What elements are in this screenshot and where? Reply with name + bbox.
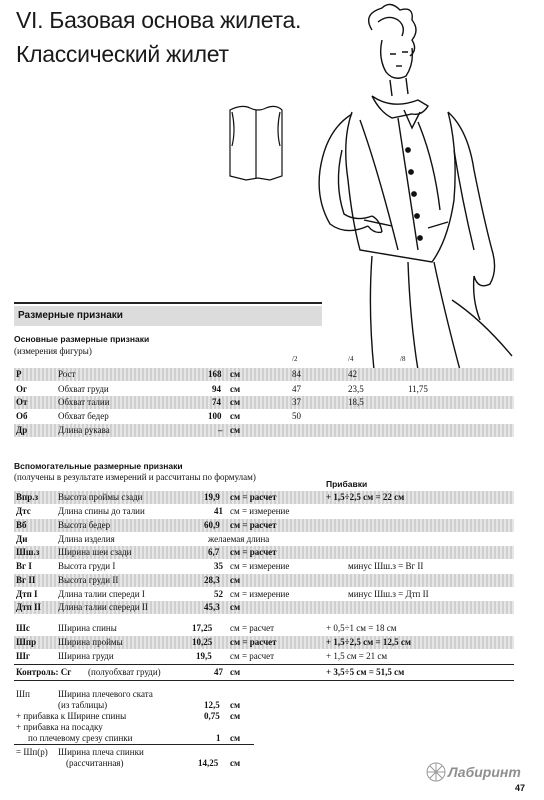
row-half: 47 bbox=[292, 384, 301, 394]
row-value: 41 bbox=[214, 506, 223, 516]
divider bbox=[14, 744, 254, 745]
shoulder-result-sub: (рассчитанная) bbox=[66, 758, 124, 768]
row-name: Ширина проймы bbox=[58, 637, 123, 647]
shoulder-line: Ширина плечевого ската bbox=[58, 689, 153, 699]
row-value: 10,25 bbox=[192, 637, 213, 647]
row-name: Ширина шеи сзади bbox=[58, 547, 132, 557]
row-code: Вб bbox=[16, 520, 27, 530]
row-value: 6,7 bbox=[208, 547, 220, 557]
section-rule bbox=[14, 302, 322, 304]
table-row bbox=[0, 368, 544, 381]
row-name: Высота бедер bbox=[58, 520, 111, 530]
row-name: Обхват талии bbox=[58, 397, 110, 407]
row-name: Длина рукава bbox=[58, 425, 110, 435]
row-code: Ог bbox=[16, 384, 28, 394]
page-subtitle: Классический жилет bbox=[16, 41, 229, 67]
control-row bbox=[0, 666, 544, 679]
row-name: Длина талии спереди II bbox=[58, 602, 148, 612]
fraction-eighth: /8 bbox=[400, 355, 406, 363]
row-code: От bbox=[16, 397, 28, 407]
row-code: Дтп II bbox=[16, 602, 42, 612]
table-row bbox=[0, 601, 544, 614]
row-tail: см = расчет bbox=[230, 520, 277, 530]
shoulder-result-value: 14,25 bbox=[198, 758, 219, 768]
table-row bbox=[0, 650, 544, 663]
row-tail: см = измерение bbox=[230, 589, 290, 599]
table-row bbox=[0, 519, 544, 532]
row-value: 19,5 bbox=[196, 651, 212, 661]
table-row bbox=[0, 636, 544, 649]
row-extra: + 1,5÷2,5 см = 22 см bbox=[326, 492, 405, 502]
row-tail: см = расчет bbox=[230, 547, 277, 557]
row-name: Высота проймы сзади bbox=[58, 492, 143, 502]
shoulder-unit: см bbox=[230, 733, 241, 743]
row-value: 17,25 bbox=[192, 623, 213, 633]
row-tail: см = расчет bbox=[230, 492, 277, 502]
row-quarter: 42 bbox=[348, 369, 357, 379]
table-row bbox=[0, 560, 544, 573]
aux-subheading: (получены в результате измерений и рассчитаны по формулам) bbox=[14, 472, 256, 482]
row-quarter: 18,5 bbox=[348, 397, 364, 407]
row-tail: см bbox=[230, 602, 241, 612]
row-code: Шг bbox=[16, 651, 30, 661]
shoulder-value: 12,5 bbox=[204, 700, 220, 710]
row-value: 60,9 bbox=[204, 520, 220, 530]
table-row bbox=[0, 546, 544, 559]
aux-heading: Вспомогательные размерные признаки bbox=[14, 461, 183, 471]
row-value: 94 bbox=[212, 384, 221, 394]
table-row bbox=[0, 491, 544, 504]
basic-heading: Основные размерные признаки bbox=[14, 334, 150, 344]
row-half: 37 bbox=[292, 397, 301, 407]
row-extra: минус Шш.з = Дтп II bbox=[348, 589, 429, 599]
shoulder-result-unit: см bbox=[230, 758, 241, 768]
row-code: Др bbox=[16, 425, 28, 435]
table-row bbox=[0, 622, 544, 635]
row-quarter: 23,5 bbox=[348, 384, 364, 394]
table-row bbox=[0, 574, 544, 587]
shoulder-value: 0,75 bbox=[204, 711, 220, 721]
row-value: 35 bbox=[214, 561, 223, 571]
row-name: Обхват бедер bbox=[58, 411, 109, 421]
row-code: Шпр bbox=[16, 637, 37, 647]
fraction-quarter: /4 bbox=[348, 355, 354, 363]
row-code: Об bbox=[16, 411, 28, 421]
control-extra: + 3,5÷5 см = 51,5 см bbox=[326, 667, 405, 677]
row-code: Вг I bbox=[16, 561, 32, 571]
row-unit: см bbox=[230, 369, 241, 379]
row-code: Шш.з bbox=[16, 547, 40, 557]
row-tail: см bbox=[230, 575, 241, 585]
shoulder-result-code: = Шп(р) bbox=[16, 747, 48, 757]
table-row bbox=[0, 533, 544, 546]
row-unit: см bbox=[230, 397, 241, 407]
shoulder-line: + прибавка к Ширине спины bbox=[16, 711, 127, 721]
row-name: Высота груди I bbox=[58, 561, 116, 571]
row-value: 168 bbox=[208, 369, 222, 379]
control-label: Контроль: Сг bbox=[16, 667, 72, 677]
row-name: Обхват груди bbox=[58, 384, 109, 394]
table-row bbox=[0, 410, 544, 423]
row-code: Впр.з bbox=[16, 492, 39, 502]
shoulder-unit: см bbox=[230, 711, 241, 721]
control-value: 47 bbox=[214, 667, 223, 677]
table-row bbox=[0, 383, 544, 396]
row-code: Шс bbox=[16, 623, 30, 633]
control-name: (полуобхват груди) bbox=[88, 667, 161, 677]
row-extra: + 1,5 см = 21 см bbox=[326, 651, 388, 661]
pribavki-label: Прибавки bbox=[326, 479, 368, 489]
row-name: Ширина груди bbox=[58, 651, 114, 661]
shoulder-line: по плечевому срезу спинки bbox=[28, 733, 133, 743]
shoulder-value: 1 bbox=[216, 733, 221, 743]
row-value: 52 bbox=[214, 589, 223, 599]
row-tail: см = расчет bbox=[230, 651, 275, 661]
row-name: Ширина спины bbox=[58, 623, 117, 633]
page-number: 47 bbox=[515, 783, 526, 793]
row-name: Рост bbox=[58, 369, 76, 379]
page-title: VI. Базовая основа жилета. bbox=[16, 7, 302, 33]
row-value: 19,9 bbox=[204, 492, 220, 502]
shoulder-code: Шп bbox=[16, 689, 30, 699]
table-row bbox=[0, 588, 544, 601]
row-unit: см bbox=[230, 425, 241, 435]
row-eighth: 11,75 bbox=[408, 384, 428, 394]
row-extra: + 0,5÷1 см = 18 см bbox=[326, 623, 397, 633]
row-name: Длина изделия bbox=[58, 534, 115, 544]
row-code: Вг II bbox=[16, 575, 36, 585]
row-tail: см = измерение bbox=[230, 506, 290, 516]
shoulder-line: (из таблицы) bbox=[58, 700, 108, 710]
logo-text: Лабиринт bbox=[448, 764, 521, 780]
woman-figure bbox=[319, 4, 512, 370]
row-tail: желаемая длина bbox=[208, 534, 270, 544]
row-value: 45,3 bbox=[204, 602, 220, 612]
row-code: Дтп I bbox=[16, 589, 38, 599]
labirint-logo bbox=[424, 758, 534, 786]
row-tail: см = расчет bbox=[230, 637, 277, 647]
shoulder-unit: см bbox=[230, 700, 241, 710]
row-half: 50 bbox=[292, 411, 301, 421]
row-name: Длина спины до талии bbox=[58, 506, 145, 516]
row-extra: + 1,5÷2,5 см = 12,5 см bbox=[326, 637, 411, 647]
row-half: 84 bbox=[292, 369, 301, 379]
divider bbox=[14, 664, 514, 665]
fraction-half: /2 bbox=[292, 355, 298, 363]
row-name: Высота груди II bbox=[58, 575, 119, 585]
row-unit: см bbox=[230, 384, 241, 394]
row-value: 28,3 bbox=[204, 575, 220, 585]
basic-subheading: (измерения фигуры) bbox=[14, 346, 92, 356]
section-header: Размерные признаки bbox=[14, 306, 322, 326]
control-tail: см bbox=[230, 667, 241, 677]
table-row bbox=[0, 505, 544, 518]
row-value: – bbox=[218, 425, 223, 435]
table-row bbox=[0, 424, 544, 437]
row-code: Ди bbox=[16, 534, 28, 544]
divider bbox=[14, 680, 514, 681]
row-unit: см bbox=[230, 411, 241, 421]
row-extra: минус Шш.з = Вг II bbox=[348, 561, 424, 571]
row-tail: см = расчет bbox=[230, 623, 275, 633]
row-value: 74 bbox=[212, 397, 221, 407]
row-code: Дтс bbox=[16, 506, 31, 516]
row-name: Длина талии спереди I bbox=[58, 589, 145, 599]
shoulder-line: + прибавка на посадку bbox=[16, 722, 103, 732]
row-value: 100 bbox=[208, 411, 222, 421]
shoulder-result-label: Ширина плеча спинки bbox=[58, 747, 144, 757]
table-row bbox=[0, 396, 544, 409]
vest-back-sketch bbox=[230, 106, 282, 180]
row-tail: см = измерение bbox=[230, 561, 290, 571]
row-code: Р bbox=[16, 369, 22, 379]
